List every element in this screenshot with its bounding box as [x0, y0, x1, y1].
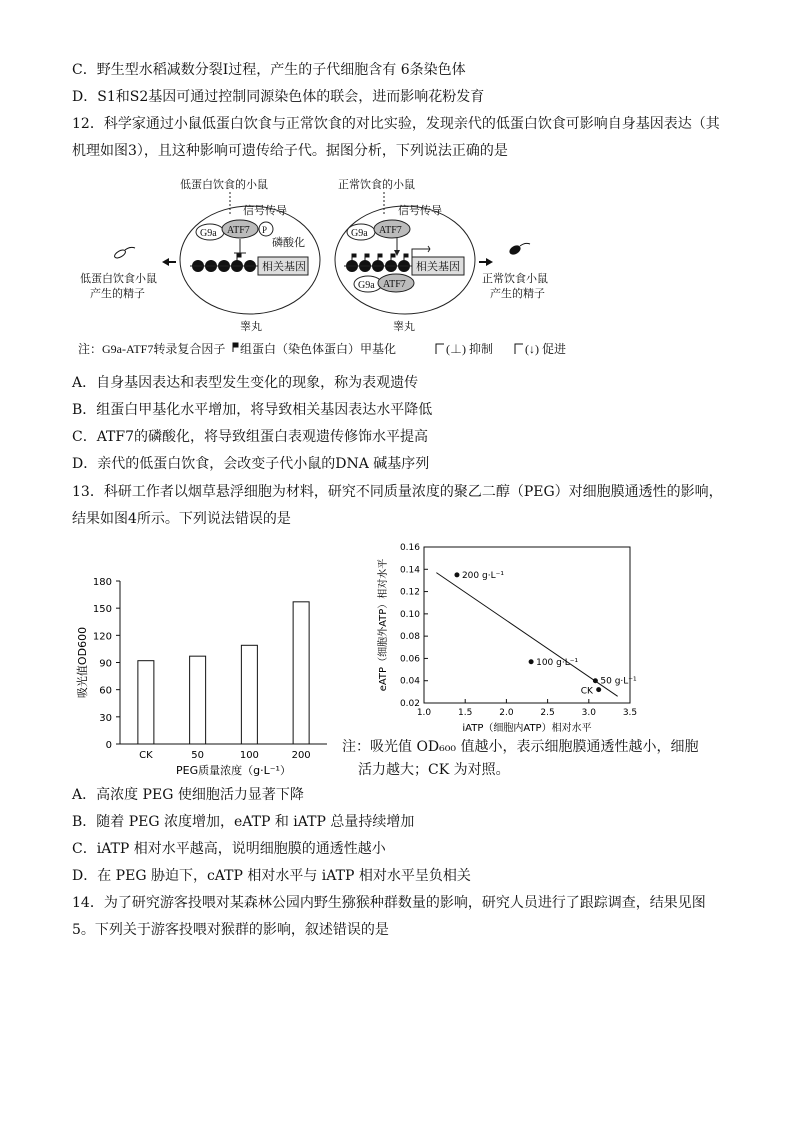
q13-stem-line2: 结果如图4所示。下列说法错误的是	[72, 511, 291, 527]
figure-3-note-d: (↓) 促进	[525, 342, 566, 356]
scatter-point-label: 100 g·L⁻¹	[536, 657, 579, 668]
scatter-y-tick-label: 0.02	[399, 699, 420, 709]
q12-option-a: A．自身基因表达和表型发生变化的现象，称为表观遗传	[72, 375, 419, 391]
scatter-trendline	[436, 570, 617, 697]
q13-note-line1: 注：吸光值 OD₆₀₀ 值越小，表示细胞膜通透性越小，细胞	[342, 739, 699, 755]
q13-option-c: C．iATP 相对水平越高，说明细胞膜的通透性越小	[72, 841, 386, 857]
scatter-x-tick-label: 3.0	[581, 708, 596, 718]
q14-stem-line2: 5。下列关于游客投喂对猴群的影响，叙述错误的是	[72, 922, 389, 938]
right-testis-label: 睾丸	[393, 321, 415, 333]
scatter-point-label: 50 g·L⁻¹	[600, 676, 637, 687]
bar-CK	[138, 661, 154, 744]
scatter-x-tick-label: 1.0	[416, 708, 432, 718]
scatter-point-label: CK	[580, 686, 593, 697]
bar-xlabel: PEG质量浓度（g·L⁻¹）	[176, 764, 291, 777]
left-signal-label: 信号传导	[243, 205, 287, 217]
scatter-x-tick-label: 2.5	[540, 708, 555, 718]
left-phospho-label: 磷酸化	[272, 237, 305, 249]
scatter-y-tick-label: 0.08	[399, 632, 420, 643]
scatter-xlabel: iATP（细胞内ATP）相对水平	[462, 723, 592, 734]
bar-y-tick-label: 0	[105, 740, 112, 751]
q13-stem-line1: 13．科研工作者以烟草悬浮细胞为材料，研究不同质量浓度的聚乙二醇（PEG）对细胞膜通透性的影响，	[72, 484, 723, 500]
q11-option-c: C．野生型水稻减数分裂Ⅰ过程，产生的子代细胞含有 6条染色体	[72, 62, 466, 78]
svg-text:低蛋白饮食小鼠: 低蛋白饮食小鼠	[80, 273, 157, 285]
scatter-x-tick-label: 3.5	[622, 708, 638, 718]
svg-text:相关基因: 相关基因	[416, 261, 460, 273]
scatter-point-label: 200 g·L⁻¹	[461, 570, 504, 581]
methyl-flag-legend-icon	[233, 343, 238, 352]
bar-y-tick-label: 180	[92, 577, 112, 588]
scatter-y-tick-label: 0.10	[399, 609, 420, 620]
svg-text:G9a: G9a	[200, 228, 217, 239]
bar-x-tick-label: CK	[139, 750, 153, 761]
scatter-x-tick-label: 2.0	[499, 708, 514, 718]
svg-text:G9a: G9a	[351, 228, 368, 239]
scatter-point	[596, 687, 601, 692]
left-sperm	[113, 248, 126, 259]
bar-100	[241, 645, 257, 744]
bar-x-tick-label: 100	[239, 750, 259, 761]
left-methyl-flags	[237, 254, 241, 260]
figure-3-note-a: 注：G9a-ATF7转录复合因子	[78, 342, 226, 356]
scatter-point	[454, 572, 459, 577]
figure-4-scatter-chart	[372, 538, 662, 743]
q13-option-a: A．高浓度 PEG 使细胞活力显著下降	[72, 787, 304, 803]
svg-text:正常饮食小鼠: 正常饮食小鼠	[482, 273, 548, 285]
scatter-frame	[424, 547, 630, 703]
q12-stem-line1: 12．科学家通过小鼠低蛋白饮食与正常饮食的对比实验，发现亲代的低蛋白饮食可影响自身基因表达（其	[72, 116, 720, 132]
bar-y-tick-label: 90	[99, 658, 112, 670]
scatter-ylabel: eATP（细胞外ATP）相对水平	[378, 558, 389, 692]
q11-option-d: D．S1和S2基因可通过控制同源染色体的联会，进而影响花粉发育	[72, 89, 485, 105]
inhibit-legend-icon	[436, 344, 444, 354]
svg-text:相关基因: 相关基因	[262, 261, 306, 273]
left-testis-label: 睾丸	[240, 321, 262, 333]
scatter-point	[529, 659, 534, 664]
figure-3-mechanism	[72, 172, 602, 362]
svg-text:ATF7: ATF7	[383, 279, 406, 290]
svg-text:产生的精子: 产生的精子	[90, 288, 145, 300]
q13-option-b: B．随着 PEG 浓度增加，eATP 和 iATP 总量持续增加	[72, 814, 415, 830]
scatter-y-tick-label: 0.06	[399, 654, 420, 665]
right-signal-label: 信号传导	[398, 205, 442, 217]
bar-x-tick-label: 50	[191, 750, 204, 761]
svg-text:P: P	[262, 225, 268, 235]
q13-option-d: D．在 PEG 胁迫下，cATP 相对水平与 iATP 相对水平呈负相关	[72, 868, 471, 884]
q12-option-b: B．组蛋白甲基化水平增加，将导致相关基因表达水平降低	[72, 402, 433, 418]
scatter-x-tick-label: 1.5	[458, 708, 473, 718]
svg-text:ATF7: ATF7	[379, 225, 402, 236]
left-title: 低蛋白饮食的小鼠	[180, 179, 268, 191]
figure-3-note-c: (⊥) 抑制	[446, 342, 493, 356]
q12-option-d: D．亲代的低蛋白饮食，会改变子代小鼠的DNA 碱基序列	[72, 456, 430, 472]
svg-text:ATF7: ATF7	[227, 225, 250, 236]
right-methyl-flags	[352, 254, 408, 260]
q12-option-c: C．ATF7的磷酸化，将导致组蛋白表观遗传修饰水平提高	[72, 429, 429, 445]
scatter-y-tick-label: 0.14	[399, 565, 420, 576]
bar-ylabel: 吸光值OD600	[76, 626, 89, 699]
q14-stem-line1: 14．为了研究游客投喂对某森林公园内野生猕猴种群数量的影响，研究人员进行了跟踪调查，结果见图	[72, 895, 706, 911]
svg-text:产生的精子: 产生的精子	[490, 288, 545, 300]
q12-stem-line2: 机理如图3），且这种影响可遗传给子代。据图分析，下列说法正确的是	[72, 143, 508, 159]
scatter-y-tick-label: 0.04	[399, 676, 420, 687]
bar-y-tick-label: 120	[92, 631, 112, 643]
bar-50	[190, 656, 206, 744]
scatter-y-tick-label: 0.12	[399, 587, 420, 598]
q13-note-line2: 活力越大；CK 为对照。	[358, 762, 510, 778]
bar-x-tick-label: 200	[291, 750, 311, 761]
bar-y-tick-label: 60	[99, 685, 112, 697]
bar-y-tick-label: 150	[92, 604, 112, 616]
scatter-y-tick-label: 0.16	[399, 543, 420, 553]
figure-3-note-b: 组蛋白（染色体蛋白）甲基化	[240, 342, 397, 356]
figure-4-bar-chart	[72, 570, 342, 785]
promote-legend-icon	[515, 344, 523, 354]
right-title: 正常饮食的小鼠	[338, 179, 415, 191]
bar-y-tick-label: 30	[99, 712, 112, 724]
svg-text:G9a: G9a	[358, 280, 375, 291]
bar-200	[293, 602, 309, 744]
scatter-point	[593, 678, 598, 683]
